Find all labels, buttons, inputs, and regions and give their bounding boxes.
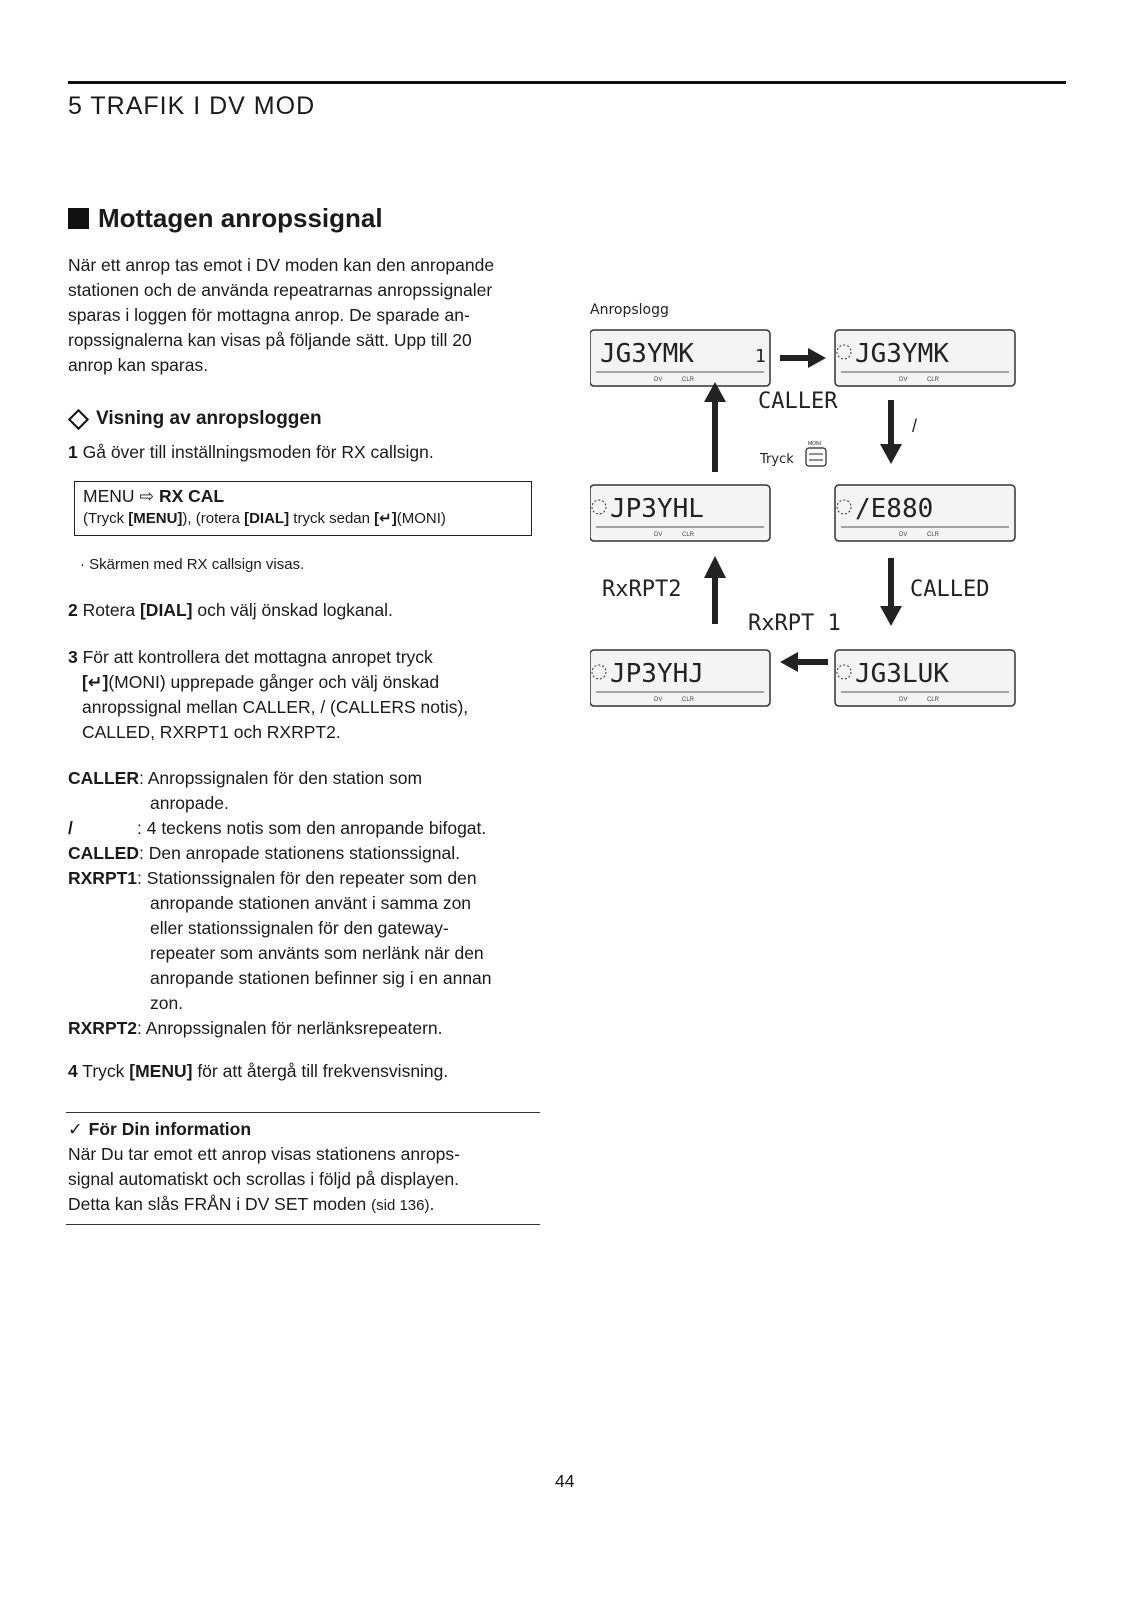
lcd-clr-label: CLR <box>927 697 940 703</box>
intro-paragraph <box>68 253 538 378</box>
call-log-diagram <box>590 300 1030 720</box>
lcd-clr-label: CLR <box>682 532 695 538</box>
step-number: 4 <box>68 1061 78 1081</box>
lcd-index: 1 <box>755 346 766 367</box>
text: ), (rotera <box>182 510 245 527</box>
lcd-dv-label: DV <box>899 377 908 383</box>
text: : Stationssignalen för den repeater som den <box>137 868 477 888</box>
text: : Anropssignalen för nerlänksrepeatern. <box>137 1018 443 1038</box>
dial-key: [DIAL] <box>139 600 193 620</box>
label-slash: / <box>912 416 918 436</box>
menu-key: [MENU] <box>129 1061 193 1081</box>
text: anropande stationen använt i samma zon <box>150 893 472 913</box>
info-line: När Du tar emot ett anrop visas stationens anrops- <box>68 1144 460 1164</box>
lcd-dv-label: DV <box>899 532 908 538</box>
lcd-dv-label: DV <box>654 697 663 703</box>
lcd-display <box>835 650 1015 706</box>
step-number: 2 <box>68 600 78 620</box>
term: RXRPT1 <box>68 868 138 888</box>
menu-path-box <box>74 481 532 536</box>
section-title-text: Mottagen anropssignal <box>98 203 383 233</box>
text: och välj önskad logkanal. <box>192 600 393 620</box>
label-tryck: Tryck <box>760 452 794 467</box>
lcd-callsign: JP3YHJ <box>610 659 704 689</box>
page-reference: (sid 136) <box>371 1197 430 1214</box>
lcd-callsign: JG3LUK <box>855 659 949 689</box>
chapter-heading: 5 TRAFIK I DV MOD <box>68 92 316 120</box>
menu-prefix: MENU <box>83 486 135 506</box>
lcd-display <box>590 485 770 541</box>
arrow-right-icon <box>780 348 826 368</box>
text: CALLED, RXRPT1 och RXRPT2. <box>82 722 341 742</box>
text: : Anropssignalen för den station som <box>138 768 423 788</box>
step-4 <box>68 1059 538 1084</box>
text: anropande stationen befinner sig i en annan <box>150 968 492 988</box>
menu-target: RX CAL <box>158 486 225 506</box>
intro-line: När ett anrop tas emot i DV moden kan den anropande <box>68 255 495 275</box>
enter-key-icon: [↵] <box>82 672 109 692</box>
text: anropssignal mellan CALLER, / (CALLERS notis), <box>82 697 469 717</box>
term: CALLED <box>68 843 139 863</box>
diagram-title: Anropslogg <box>590 302 669 318</box>
step-1-note: · Skärmen med RX callsign visas. <box>80 556 305 573</box>
step-text: Gå över till inställningsmoden för RX callsign. <box>82 442 434 462</box>
lcd-dv-label: DV <box>654 377 663 383</box>
filled-square-icon <box>68 208 89 229</box>
info-title <box>68 1117 538 1142</box>
definition-slash <box>68 816 548 841</box>
arrow-down-icon <box>880 400 902 464</box>
step-1 <box>68 440 538 465</box>
text: zon. <box>150 993 184 1013</box>
text: Tryck <box>77 1061 130 1081</box>
step-number: 1 <box>68 442 78 462</box>
menu-instruction-line <box>83 508 523 530</box>
lcd-callsign: JP3YHL <box>610 494 704 524</box>
step-2 <box>68 598 538 623</box>
lcd-callsign: JG3YMK <box>855 339 949 369</box>
diamond-icon <box>68 408 89 429</box>
lcd-clr-label: CLR <box>927 377 940 383</box>
menu-key: [MENU] <box>128 510 183 527</box>
label-rxrpt1: RxRPT 1 <box>748 611 841 636</box>
section-title <box>68 203 383 234</box>
moni-key-icon <box>806 441 826 466</box>
lcd-dv-label: DV <box>654 532 663 538</box>
lcd-display <box>590 650 770 706</box>
menu-path-line <box>83 484 523 508</box>
definitions-list <box>68 766 548 1041</box>
text: för att återgå till frekvensvisning. <box>192 1061 449 1081</box>
label-caller: CALLER <box>758 389 838 414</box>
info-box <box>66 1112 540 1225</box>
text: repeater som använts som nerlänk när den <box>150 943 484 963</box>
info-line <box>68 1192 538 1218</box>
text: (MONI) upprepade gånger och välj önskad <box>108 672 440 692</box>
checkmark-icon: ✓ <box>68 1119 83 1139</box>
moni-label: MONI <box>808 441 822 447</box>
intro-line: ropssignalerna kan visas på följande sätt. Upp till 20 <box>68 330 472 350</box>
intro-line: anrop kan sparas. <box>68 355 209 375</box>
page-number: 44 <box>555 1471 575 1491</box>
lcd-display <box>590 330 770 386</box>
text: eller stationssignalen för den gateway- <box>150 918 449 938</box>
arrow-up-icon <box>704 382 726 472</box>
text: : 4 teckens notis som den anropande bifogat. <box>137 818 487 838</box>
lcd-callsign: /E880 <box>855 494 934 524</box>
definition-caller <box>68 766 548 791</box>
intro-line: sparas i loggen för mottagna anrop. De sparade an- <box>68 305 470 325</box>
lcd-dv-label: DV <box>899 697 908 703</box>
subsection-title <box>68 408 322 430</box>
lcd-clr-label: CLR <box>927 532 940 538</box>
lcd-display <box>835 330 1015 386</box>
term: RXRPT2 <box>68 1018 138 1038</box>
step-number: 3 <box>68 647 78 667</box>
info-line: signal automatiskt och scrollas i följd på displayen. <box>68 1169 460 1189</box>
text: : Den anropade stationens stationssignal. <box>138 843 461 863</box>
text: Detta kan slås FRÅN i DV SET moden <box>68 1194 372 1214</box>
label-called: CALLED <box>910 577 990 602</box>
arrow-down-icon <box>880 558 902 626</box>
text: anropade. <box>150 793 229 813</box>
arrow-up-icon <box>704 556 726 624</box>
arrow-left-icon <box>780 652 828 672</box>
lcd-display <box>835 485 1015 541</box>
step-3 <box>68 645 538 745</box>
text: (Tryck <box>83 510 129 527</box>
top-rule <box>68 81 1066 84</box>
text: Rotera <box>77 600 140 620</box>
term: CALLER <box>68 768 139 788</box>
text: (MONI) <box>396 510 446 527</box>
text: . <box>429 1194 435 1214</box>
dial-key: [DIAL] <box>244 510 290 527</box>
subsection-title-text: Visning av anropsloggen <box>96 408 322 429</box>
intro-line: stationen och de använda repeatrarnas anropssignaler <box>68 280 493 300</box>
text: För att kontrollera det mottagna anropet tryck <box>77 647 433 667</box>
lcd-clr-label: CLR <box>682 377 695 383</box>
definition-rxrpt2 <box>68 1016 548 1041</box>
label-rxrpt2: RxRPT2 <box>602 577 682 602</box>
term: / <box>68 818 73 838</box>
text: tryck sedan <box>289 510 375 527</box>
lcd-callsign: JG3YMK <box>600 339 694 369</box>
hollow-arrow-icon: ⇨ <box>139 486 155 506</box>
lcd-clr-label: CLR <box>682 697 695 703</box>
definition-called <box>68 841 548 866</box>
enter-key-icon: [↵] <box>374 510 397 527</box>
info-title-text: För Din information <box>88 1119 252 1139</box>
definition-rxrpt1 <box>68 866 548 891</box>
